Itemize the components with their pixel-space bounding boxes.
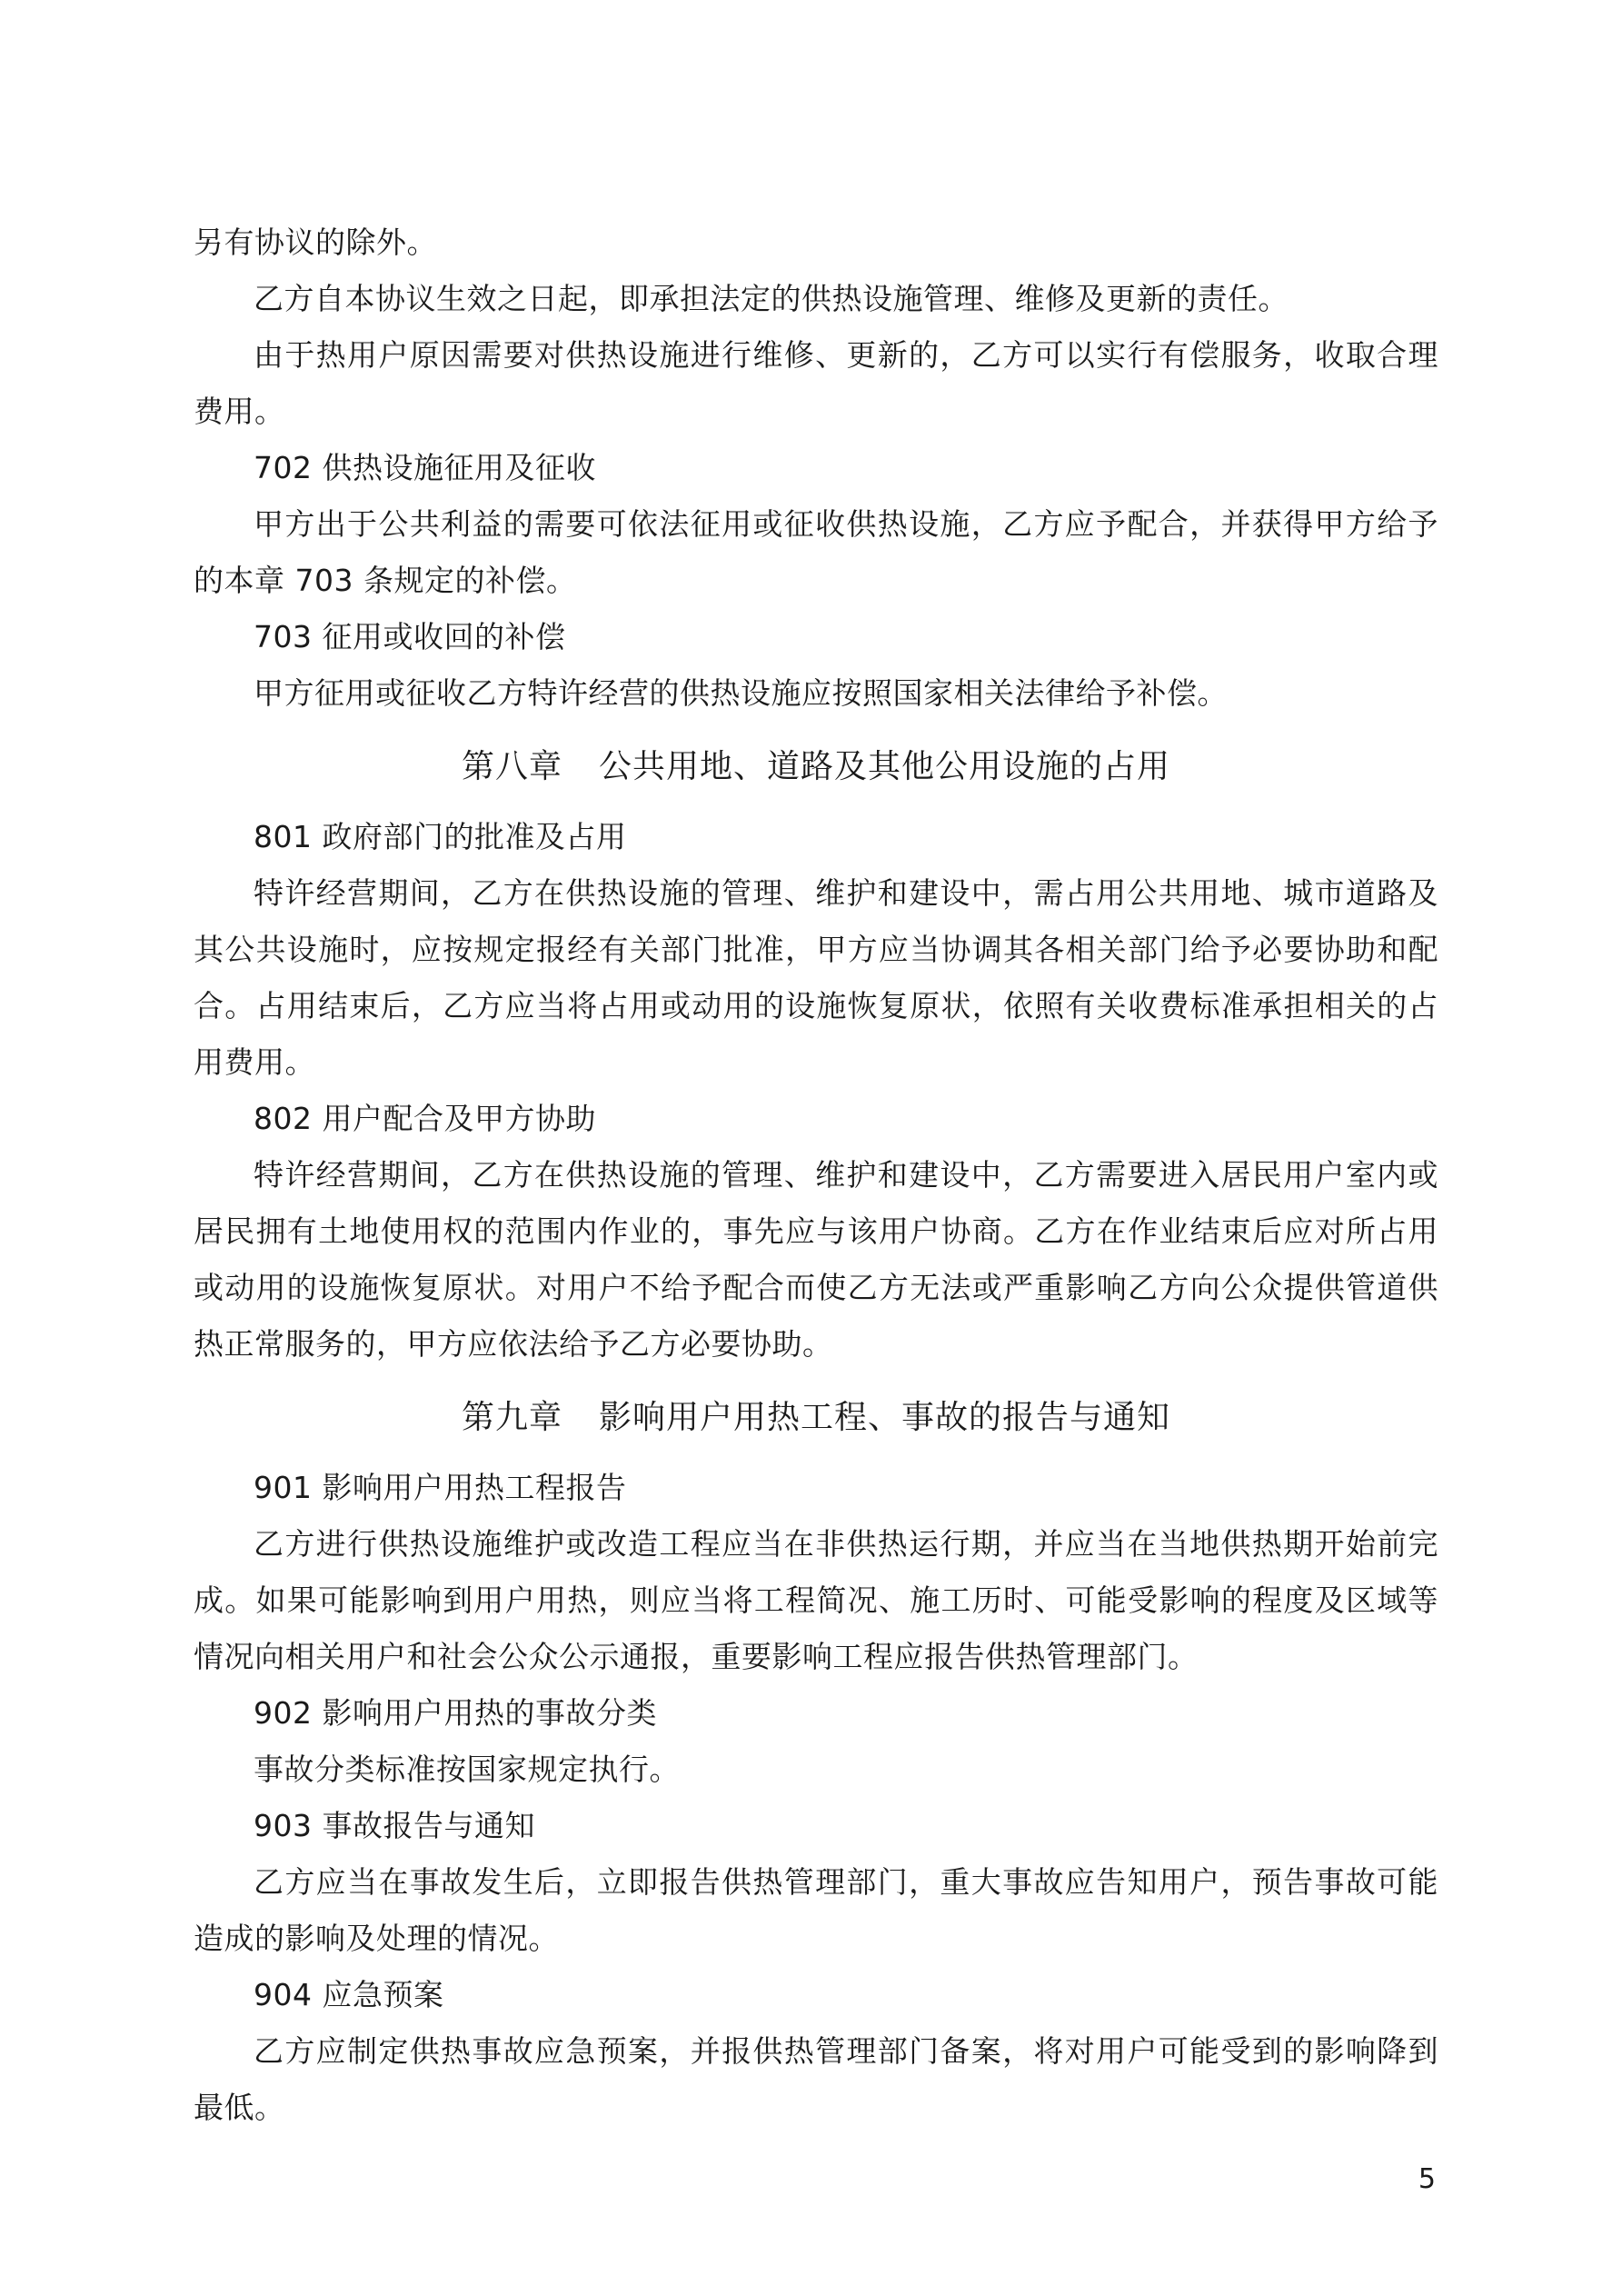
clause-heading-702: 702 供热设施征用及征收 xyxy=(254,450,596,485)
clause-heading-904: 904 应急预案 xyxy=(254,1977,444,2012)
clause-heading-902: 902 影响用户用热的事故分类 xyxy=(254,1695,657,1731)
paragraph-continuation: 另有协议的除外。 xyxy=(194,225,437,260)
paragraph: 由于热用户原因需要对供热设施进行维修、更新的，乙方可以实行有偿服务，收取合理费用。 xyxy=(194,337,1438,429)
clause-heading-703: 703 征用或收回的补偿 xyxy=(254,619,566,654)
paragraph: 特许经营期间，乙方在供热设施的管理、维护和建设中，乙方需要进入居民用户室内或居民拥有土地使用权的范围内作业的，事先应与该用户协商。乙方在作业结束后应对所占用或动用的设施恢复原状。对用户不给予配合而使乙方无法或严重影响乙方向公众提供管道供热正常服务的，甲方应依法给予乙方必要协助。 xyxy=(194,1157,1438,1362)
paragraph: 乙方进行供热设施维护或改造工程应当在非供热运行期，并应当在当地供热期开始前完成。如果可能影响到用户用热，则应当将工程简况、施工历时、可能受影响的程度及区域等情况向相关用户和社会公众公示通报，重要影响工程应报告供热管理部门。 xyxy=(194,1526,1438,1674)
paragraph: 乙方自本协议生效之日起，即承担法定的供热设施管理、维修及更新的责任。 xyxy=(254,281,1289,316)
chapter-8-number: 第八章 xyxy=(461,748,562,785)
paragraph: 事故分类标准按国家规定执行。 xyxy=(254,1752,680,1787)
chapter-9-heading xyxy=(194,1382,1438,1454)
page-number: 5 xyxy=(1418,2163,1436,2195)
clause-heading-801: 801 政府部门的批准及占用 xyxy=(254,819,627,854)
paragraph: 甲方征用或征收乙方特许经营的供热设施应按照国家相关法律给予补偿。 xyxy=(254,675,1228,711)
paragraph: 乙方应制定供热事故应急预案，并报供热管理部门备案，将对用户可能受到的影响降到最低。 xyxy=(194,2033,1438,2125)
chapter-9-title: 影响用户用热工程、事故的报告与通知 xyxy=(599,1399,1171,1436)
document-body xyxy=(194,215,1438,2136)
chapter-8-heading xyxy=(194,731,1438,804)
clause-heading-903: 903 事故报告与通知 xyxy=(254,1808,535,1843)
clause-heading-802: 802 用户配合及甲方协助 xyxy=(254,1101,596,1136)
clause-heading-901: 901 影响用户用热工程报告 xyxy=(254,1470,627,1505)
chapter-8-title: 公共用地、道路及其他公用设施的占用 xyxy=(599,748,1171,785)
paragraph: 甲方出于公共利益的需要可依法征用或征收供热设施，乙方应予配合，并获得甲方给予的本章 703 条规定的补偿。 xyxy=(194,506,1438,598)
paragraph: 特许经营期间，乙方在供热设施的管理、维护和建设中，需占用公共用地、城市道路及其公共设施时，应按规定报经有关部门批准，甲方应当协调其各相关部门给予必要协助和配合。占用结束后，乙方应当将占用或动用的设施恢复原状，依照有关收费标准承担相关的占用费用。 xyxy=(194,875,1438,1080)
chapter-9-number: 第九章 xyxy=(461,1399,562,1436)
paragraph: 乙方应当在事故发生后，立即报告供热管理部门，重大事故应告知用户，预告事故可能造成的影响及处理的情况。 xyxy=(194,1864,1438,1956)
